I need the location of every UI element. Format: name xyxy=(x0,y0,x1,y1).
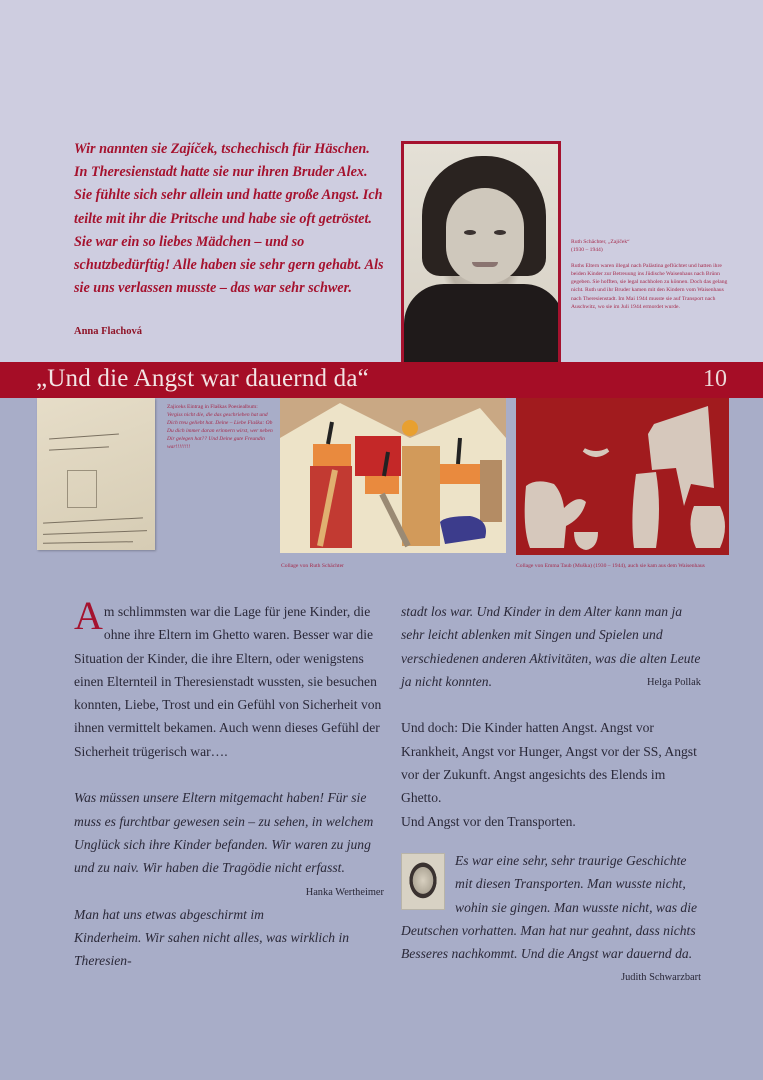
quote-wertheimer-text: Was müssen unsere Eltern mitgemacht haben! Für sie muss es furchtbar gewesen sein – zu sehen, in welchem Unglück sich ihre Kinder befanden. Wir waren zu jung und zu naiv. Wir haben die Tragödie nicht erfasst. xyxy=(74,790,374,876)
quote-schwarzbart-text: Es war eine sehr, sehr traurige Geschichte mit diesen Transporten. Man wusste nicht, wohin sie gingen. Man wusste nicht, was die Deutschen vorhatten. Man hat nur geahnt, dass nichts Besseres nachkommt. Und die Angst war dauernd da. xyxy=(401,852,698,962)
handwriting-line xyxy=(49,434,119,440)
collage-sun xyxy=(402,420,418,436)
collage-brown-strip xyxy=(480,460,502,522)
intro-quote: Wir nannten sie Zajíček, tschechisch für Häschen. In Theresienstadt hatte sie nur ihren Bruder Alex. Sie fühlte sich sehr allein und hatte große Angst. Ich teilte mit ihr die Pritsche und habe sie oft getröstet. Sie war ein so liebes Mädchen – und so schutzbedürftig! Alle haben sie sehr gern gehabt. Als sie uns verlassen musste – das war sehr schwer. xyxy=(74,141,384,297)
portrait-photo-ruth xyxy=(401,141,561,363)
quote-pollak-author: Helga Pollak xyxy=(647,676,701,688)
intro-paragraph-text: m schlimmsten war die Lage für jene Kinder, die ohne ihre Eltern im Ghetto waren. Besser war die Situation der Kinder, die ihre Eltern, oder wenigstens einen Elternteil in Theresienstadt wussten, sie besuchen konnten, Liebe, Trost und ein Gefühl von Sicherheit von ihnen vermittelt bekamen. Auch wenn dieses Gefühl der Sicherheit trügerisch war…. xyxy=(74,604,382,759)
portrait-caption-name: Ruth Schächter, „Zajíček“ xyxy=(571,239,630,245)
collage-vessels-artwork xyxy=(516,398,729,555)
spacer xyxy=(401,833,701,849)
collage-caption-ruth: Collage von Ruth Schächter xyxy=(281,563,344,569)
handwriting-line xyxy=(43,530,147,535)
quote-wertheimer xyxy=(74,786,384,898)
quote-wertheimer-author: Hanka Wertheimer xyxy=(305,886,384,898)
intro-quote-author: Anna Flachová xyxy=(74,326,142,337)
collage-chimney xyxy=(328,422,332,444)
quote-schwarzbart-author: Judith Schwarzbart xyxy=(621,972,701,984)
photo-judith-schwarzbart xyxy=(401,853,445,910)
portrait-eye xyxy=(464,230,476,235)
collage-tan-house xyxy=(402,446,440,546)
text-column-right xyxy=(401,600,701,990)
handwriting-line xyxy=(49,446,109,450)
album-drawing xyxy=(67,470,97,508)
collage-red-square xyxy=(355,436,401,476)
collage-ruth-schaechter xyxy=(280,398,506,553)
dropcap-letter: A xyxy=(74,593,103,638)
collage-pot-shape xyxy=(690,506,725,548)
page-title: „Und die Angst war dauernd da“ xyxy=(36,365,369,392)
collage-orange-roof xyxy=(313,444,351,466)
collage-houses-artwork xyxy=(280,398,506,553)
title-band xyxy=(0,362,763,398)
collage-vase-shape xyxy=(632,472,659,548)
portrait-body xyxy=(404,284,561,363)
spacer xyxy=(401,693,701,716)
album-caption-text: Vergiss nicht die, die das geschrieben hat und Dich treu geliebt hat. Deine – Liebe Flaška: Ob Du dich immer daran erinnern wirst, wer neben Dir gelegen hat?? Und Deine gute Freundin war!!!!!!!! xyxy=(167,412,273,450)
album-caption-heading: Zajiceks Eintrag in Flaškas Poesiealbum: xyxy=(167,404,258,410)
fear-paragraph: Und doch: Die Kinder hatten Angst. Angst vor Krankheit, Angst vor Hunger, Angst vor der SS, Angst vor der Zukunft. Angst angesichts des Elends im Ghetto. xyxy=(401,720,697,806)
handwriting-line xyxy=(43,541,133,544)
handwriting-line xyxy=(43,517,143,523)
collage-chimney xyxy=(458,438,460,464)
portrait-caption-dates: (1930 – 1944) xyxy=(571,247,603,254)
collage-caption-emma: Collage von Emma Taub (Muška) (1930 – 1944), auch sie kam aus dem Waisenhaus xyxy=(516,563,705,569)
portrait-mouth xyxy=(472,262,498,267)
quote-pollak-text: stadt los war. Und Kinder in dem Alter kann man ja sehr leicht ablenken mit Singen und Spielen und verschiedenen anderen Aktivitäten, was die alten Leute ja nicht konnten. xyxy=(401,604,701,689)
quote-schwarzbart xyxy=(401,849,701,984)
page-number: 10 xyxy=(703,366,727,392)
poesiealbum-image xyxy=(37,398,155,550)
portrait-face xyxy=(446,188,524,284)
collage-orange-block xyxy=(440,464,480,484)
collage-emma-taub xyxy=(516,398,729,555)
intro-paragraph xyxy=(74,593,384,763)
quote-pollak-part1: Man hat uns etwas abgeschirmt im Kinderheim. Wir sahen nicht alles, was wirklich in Theresien- xyxy=(74,906,350,969)
collage-blue-shape xyxy=(440,516,486,544)
fear-transports-line: Und Angst vor den Transporten. xyxy=(401,813,576,829)
collage-roof-shape xyxy=(280,398,506,438)
collage-bowl-shape xyxy=(584,450,608,455)
spacer xyxy=(74,763,384,786)
portrait-caption xyxy=(571,238,731,311)
portrait-eye xyxy=(494,230,506,235)
collage-cup-shape xyxy=(574,532,598,550)
portrait-caption-text: Ruths Eltern waren illegal nach Palästina geflüchtet und hatten ihre beiden Kinder zur Betreuung ins Jüdische Waisenhaus nach Brünn gegeben. Sie hofften, sie legal nachholen zu können. Doch das gelang nicht. Ruth und ihr Bruder kamen mit den Kindern vom Waisenhaus nach Theresienstadt. Im Mai 1944 musste sie auf Transport nach Auschwitz, wo sie im Juli 1944 ermordet wurde. xyxy=(571,263,728,310)
text-column-left xyxy=(74,593,384,973)
album-caption xyxy=(167,403,279,451)
collage-orange-block xyxy=(365,476,399,494)
quote-pollak-part2 xyxy=(401,600,701,693)
